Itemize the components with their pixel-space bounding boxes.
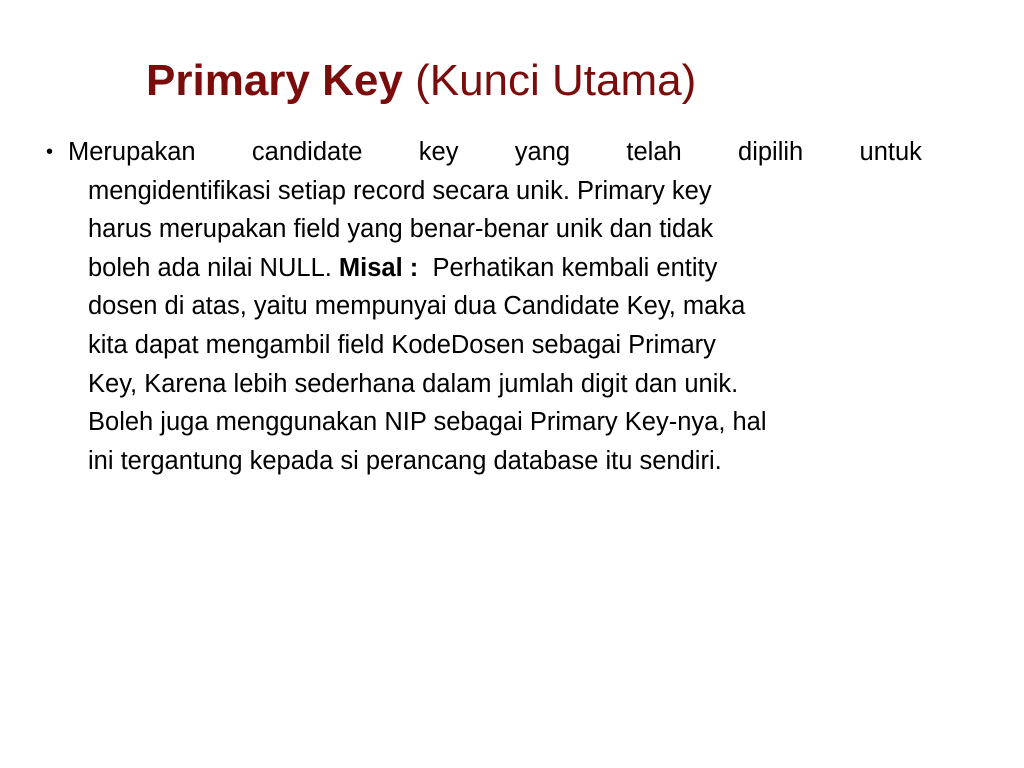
bullet-content	[46, 133, 990, 480]
body-word: untuk	[859, 138, 922, 166]
body-line-5: dosen di atas, yaitu mempunyai dua Candidate Key, maka	[88, 292, 746, 321]
body-line-6: kita dapat mengambil field KodeDosen sebagai Primary	[88, 330, 716, 359]
body-word: Merupakan	[68, 138, 196, 166]
body-line-9: ini tergantung kepada si perancang database itu sendiri.	[88, 446, 722, 475]
body-line-4	[46, 249, 990, 288]
body-word: candidate	[251, 138, 363, 166]
body-word: key	[418, 138, 459, 166]
body-line-8: Boleh juga menggunakan NIP sebagai Primary Key-nya, hal	[88, 408, 767, 437]
body-word: telah	[626, 138, 682, 166]
body-word: dipilih	[738, 138, 804, 166]
slide-title	[146, 50, 696, 112]
body-line-4-suffix: Perhatikan kembali entity	[418, 253, 718, 282]
body-word: yang	[514, 138, 571, 166]
body-line-1	[46, 133, 922, 172]
body-line-2: mengidentifikasi setiap record secara unik. Primary key	[88, 176, 712, 205]
bullet-icon: •	[46, 141, 54, 163]
title-rest: (Kunci Utama)	[415, 56, 697, 105]
body-line-4-prefix: boleh ada nilai NULL.	[88, 253, 339, 282]
body-line-7: Key, Karena lebih sederhana dalam jumlah digit dan unik.	[88, 369, 739, 398]
body-line-3: harus merupakan field yang benar-benar unik dan tidak	[88, 215, 714, 244]
title-bold: Primary Key	[146, 56, 403, 105]
misal-label: Misal :	[338, 253, 419, 282]
